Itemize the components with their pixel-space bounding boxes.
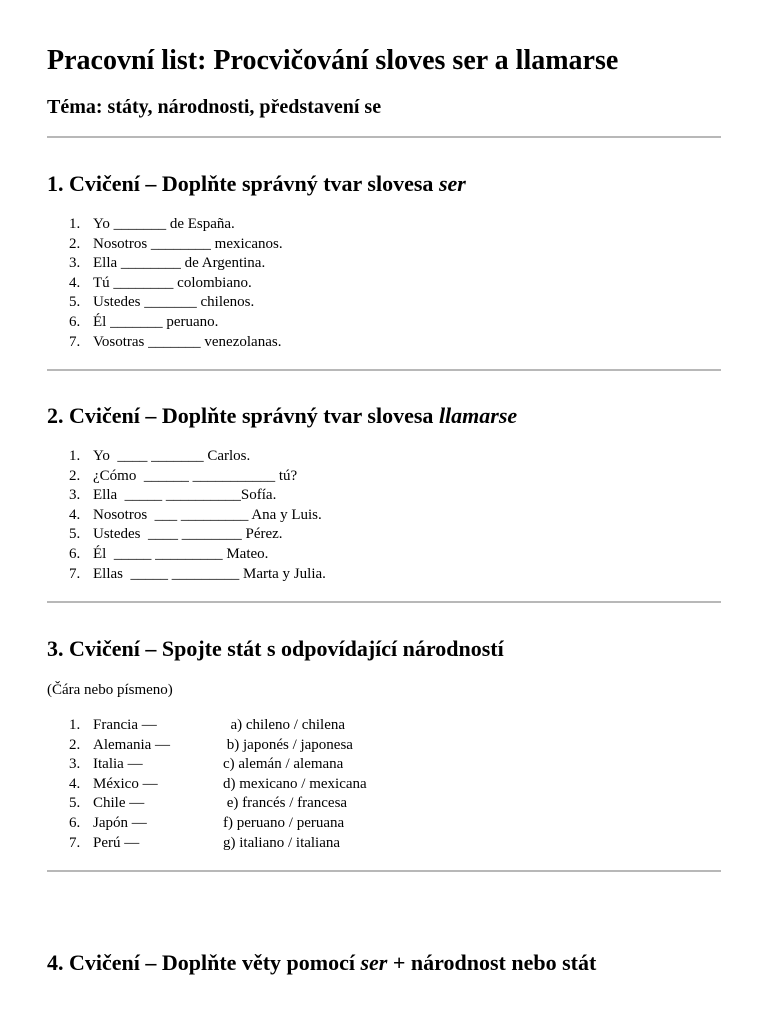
list-item: [47, 834, 367, 854]
item-country: Italia —: [93, 756, 143, 773]
section-2-heading-verb: llamarse: [438, 403, 518, 428]
list-item: [47, 736, 367, 756]
item-number: 5.: [69, 526, 81, 543]
item-nationality: f) peruano / peruana: [223, 814, 345, 831]
section-1-heading-text: 1. Cvičení – Doplňte správný tvar slovesa: [47, 171, 439, 196]
item-nationality: g) italiano / italiana: [223, 834, 341, 851]
item-text: ¿Cómo ______ ___________ tú?: [93, 467, 298, 484]
divider: [47, 601, 721, 603]
item-number: 6.: [69, 313, 81, 330]
item-number: 2.: [69, 235, 81, 252]
list-item: [47, 814, 367, 834]
list-item: [47, 506, 326, 526]
item-number: 7.: [69, 565, 81, 582]
item-number: 4.: [69, 775, 81, 792]
item-country: Alemania —: [93, 736, 171, 753]
item-country: Japón —: [93, 814, 147, 831]
item-text: Tú ________ colombiano.: [93, 274, 252, 291]
item-number: 6.: [69, 545, 81, 562]
page-subtitle: Téma: státy, národnosti, představení se: [47, 96, 382, 118]
item-text: Yo _______ de España.: [93, 216, 235, 232]
divider: [47, 136, 721, 138]
item-nationality: c) alemán / alemana: [223, 756, 344, 773]
item-nationality: e) francés / francesa: [223, 795, 348, 812]
section-4-heading-verb: ser: [360, 950, 388, 975]
item-country: Francia —: [93, 717, 157, 733]
list-item: [47, 545, 326, 565]
section-4-heading: [47, 949, 596, 977]
list-item: [47, 333, 283, 353]
item-text: Yo ____ _______ Carlos.: [93, 448, 251, 464]
item-number: 1.: [69, 216, 81, 232]
item-number: 1.: [69, 717, 81, 733]
item-country: Perú —: [93, 834, 140, 851]
list-item: [47, 447, 326, 467]
list-item: [47, 775, 367, 795]
section-3-heading: 3. Cvičení – Spojte stát s odpovídající národností: [47, 636, 504, 661]
item-text: Ella ________ de Argentina.: [93, 255, 266, 272]
item-nationality: a) chileno / chilena: [223, 717, 346, 733]
divider: [47, 870, 721, 872]
item-number: 3.: [69, 255, 81, 272]
item-text: Nosotros ________ mexicanos.: [93, 235, 283, 252]
list-item: [47, 794, 367, 814]
item-text: Ellas _____ _________ Marta y Julia.: [93, 565, 326, 582]
list-item: [47, 313, 283, 333]
section-2-heading-text: 2. Cvičení – Doplňte správný tvar slovesa: [47, 403, 439, 428]
item-number: 2.: [69, 736, 81, 753]
item-text: Ella _____ __________Sofía.: [93, 487, 277, 504]
item-number: 7.: [69, 333, 81, 350]
item-number: 5.: [69, 795, 81, 812]
list-item: [47, 716, 367, 736]
item-number: 5.: [69, 294, 81, 311]
item-number: 4.: [69, 274, 81, 291]
item-text: Él _____ _________ Mateo.: [93, 545, 269, 562]
list-item: [47, 254, 283, 274]
item-number: 3.: [69, 487, 81, 504]
section-3-list: [47, 716, 367, 853]
item-number: 6.: [69, 814, 81, 831]
item-country: Chile —: [93, 795, 145, 812]
section-1-heading: [47, 170, 466, 198]
item-text: Ustedes ____ ________ Pérez.: [93, 526, 283, 543]
item-country: México —: [93, 775, 158, 792]
item-number: 1.: [69, 448, 81, 464]
list-item: [47, 215, 283, 235]
section-4-heading-rest: + národnost nebo stát: [387, 950, 597, 975]
section-2-heading: [47, 402, 517, 430]
section-1-list: [47, 215, 283, 352]
item-nationality: d) mexicano / mexicana: [223, 775, 367, 792]
section-1-heading-verb: ser: [438, 171, 466, 196]
list-item: [47, 235, 283, 255]
list-item: [47, 486, 326, 506]
list-item: [47, 467, 326, 487]
list-item: [47, 293, 283, 313]
item-number: 2.: [69, 467, 81, 484]
section-3-instruction: (Čára nebo písmeno): [47, 682, 173, 698]
item-nationality: b) japonés / japonesa: [223, 736, 353, 753]
section-2-list: [47, 447, 326, 584]
list-item: [47, 755, 367, 775]
list-item: [47, 525, 326, 545]
item-text: Vosotras _______ venezolanas.: [93, 333, 282, 350]
divider: [47, 369, 721, 371]
item-text: Nosotros ___ _________ Ana y Luis.: [93, 506, 322, 523]
item-number: 4.: [69, 506, 81, 523]
item-text: Él _______ peruano.: [93, 313, 219, 330]
section-4-heading-text: 4. Cvičení – Doplňte věty pomocí: [47, 950, 361, 975]
page-title: Pracovní list: Procvičování sloves ser a llamarse: [47, 45, 619, 76]
list-item: [47, 274, 283, 294]
item-number: 3.: [69, 756, 81, 773]
item-number: 7.: [69, 834, 81, 851]
item-text: Ustedes _______ chilenos.: [93, 294, 255, 311]
list-item: [47, 565, 326, 585]
